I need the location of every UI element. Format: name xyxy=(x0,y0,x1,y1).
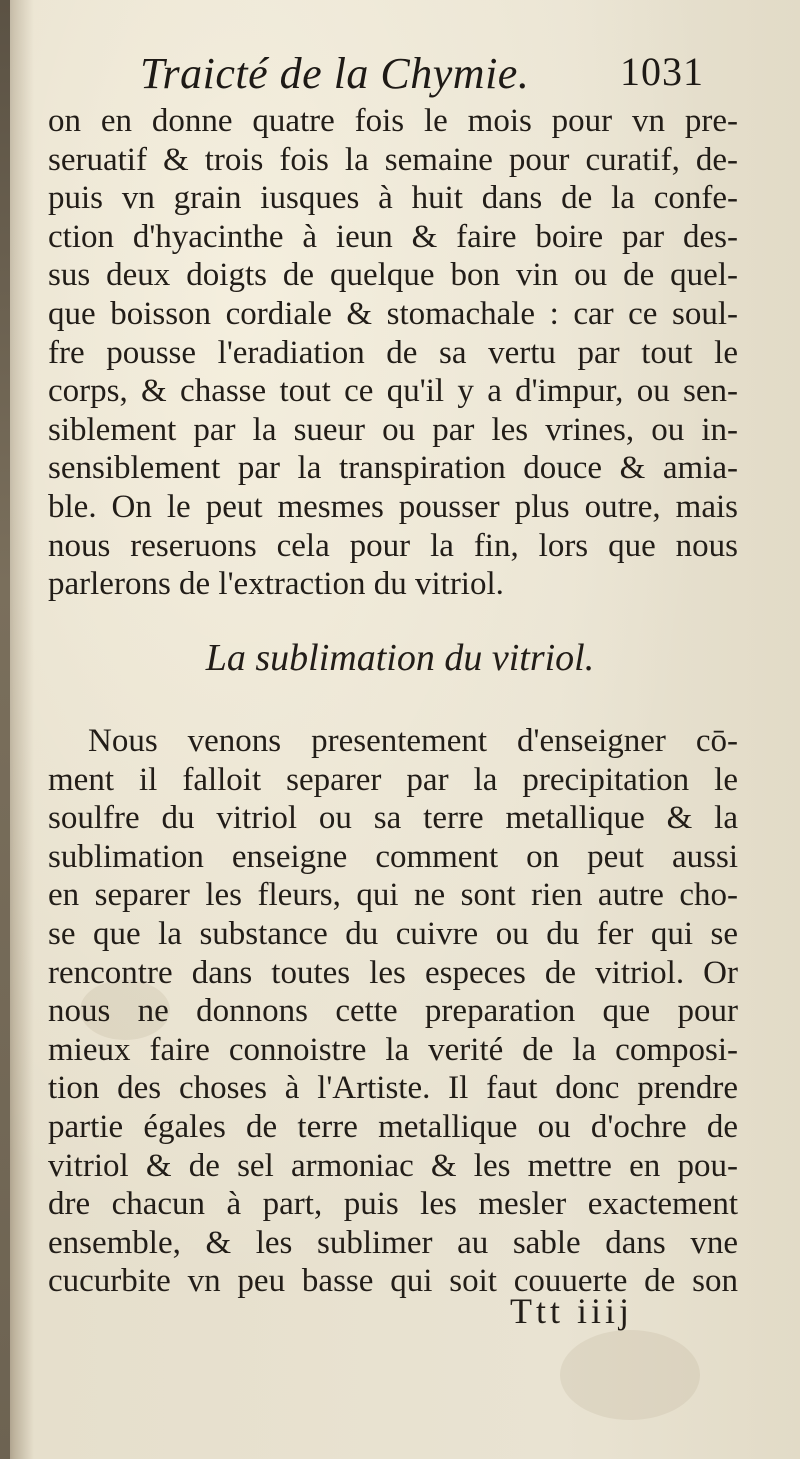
text-line: ble. On le peut mesmes pousser plus outre, mais xyxy=(48,488,738,525)
text-line: partie égales de terre metallique ou d'ochre de xyxy=(48,1108,738,1145)
text-line: rencontre dans toutes les especes de vitriol. Or xyxy=(48,954,738,991)
text-line: cucurbite vn peu basse qui soit couuerte de son xyxy=(48,1263,738,1300)
text-line: parlerons de l'extraction du vitriol. xyxy=(48,566,504,603)
text-line: corps, & chasse tout ce qu'il y a d'impur, ou sen- xyxy=(48,373,738,410)
text-line: sublimation enseigne comment on peut aussi xyxy=(48,838,738,875)
paper-stain xyxy=(560,1330,700,1420)
text-line: ensemble, & les sublimer au sable dans vne xyxy=(48,1224,738,1261)
signature-mark: Ttt iiij xyxy=(510,1291,634,1331)
text-line: se que la substance du cuivre ou du fer qui se xyxy=(48,915,738,952)
text-line: soulfre du vitriol ou sa terre metallique & la xyxy=(48,800,738,837)
text-line: siblement par la sueur ou par les vrines, ou in- xyxy=(48,411,738,448)
binding-edge xyxy=(0,0,10,1459)
text-line: ment il falloit separer par la precipitation le xyxy=(48,761,738,798)
section-heading: La sublimation du vitriol. xyxy=(205,637,595,679)
paragraph-1 xyxy=(48,102,738,604)
text-line: ction d'hyacinthe à ieun & faire boire par des- xyxy=(48,218,738,255)
text-line: puis vn grain iusques à huit dans de la confe- xyxy=(48,180,738,217)
text-line: sensiblement par la transpiration douce & amia- xyxy=(48,450,738,487)
text-line: nous reseruons cela pour la fin, lors que nous xyxy=(48,527,738,564)
text-line: seruatif & trois fois la semaine pour curatif, de- xyxy=(48,141,738,178)
text-line: sus deux doigts de quelque bon vin ou de quel- xyxy=(48,257,738,294)
text-line: en separer les fleurs, qui ne sont rien autre cho- xyxy=(48,877,738,914)
running-title: Traicté de la Chymie. xyxy=(140,49,530,98)
text-line: tion des choses à l'Artiste. Il faut donc prendre xyxy=(48,1070,738,1107)
text-line: on en donne quatre fois le mois pour vn pre- xyxy=(48,103,738,139)
page-header xyxy=(0,40,800,100)
text-line: nous ne donnons cette preparation que pour xyxy=(48,993,738,1030)
text-line: dre chacun à part, puis les mesler exactement xyxy=(48,1186,738,1223)
page-number: 1031 xyxy=(620,49,704,94)
text-line: que boisson cordiale & stomachale : car ce soul- xyxy=(48,295,738,332)
text-line: vitriol & de sel armoniac & les mettre en pou- xyxy=(48,1147,738,1184)
text-line: mieux faire connoistre la verité de la composi- xyxy=(48,1031,738,1068)
paragraph-2 xyxy=(48,722,738,1301)
text-line: fre pousse l'eradiation de sa vertu par tout le xyxy=(48,334,738,371)
text-line: Nous venons presentement d'enseigner cō- xyxy=(88,723,738,759)
